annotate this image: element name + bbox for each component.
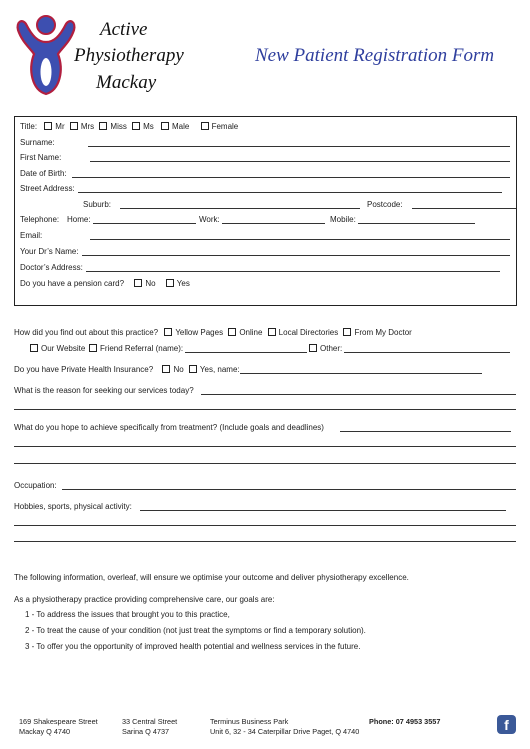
insurance-label: Do you have Private Health Insurance? — [14, 365, 154, 374]
found-online[interactable]: Online — [228, 328, 262, 337]
pension-label: Do you have a pension card? — [20, 279, 125, 288]
email-field[interactable] — [90, 239, 510, 240]
our-website-option[interactable]: Our Website — [30, 344, 85, 353]
hobbies-field-1[interactable] — [140, 510, 506, 511]
logo-line1: Active — [100, 19, 148, 40]
surname-field[interactable] — [88, 146, 510, 147]
checkbox-icon[interactable] — [343, 328, 351, 336]
dr-name-field[interactable] — [82, 255, 510, 256]
footer-address-2-line1: 33 Central Street — [122, 717, 178, 726]
checkbox-icon[interactable] — [164, 328, 172, 336]
checkbox-icon[interactable] — [30, 344, 38, 352]
checkbox-icon[interactable] — [99, 122, 107, 130]
insurance-no-option[interactable]: No — [162, 365, 183, 374]
checkbox-icon[interactable] — [201, 122, 209, 130]
title-option-male[interactable]: Male — [161, 122, 189, 131]
insurance-name-field[interactable] — [240, 373, 482, 374]
found-row — [14, 328, 412, 337]
logo-hole — [41, 58, 52, 86]
logo-icon — [14, 14, 78, 96]
hobbies-field-3[interactable] — [14, 541, 516, 542]
checkbox-icon[interactable] — [228, 328, 236, 336]
mobile-field[interactable] — [358, 223, 475, 224]
goal-1: 1 - To address the issues that brought you to this practice, — [25, 610, 230, 619]
reason-field-1[interactable] — [201, 394, 516, 395]
occupation-field[interactable] — [62, 489, 516, 490]
pension-yes-option[interactable]: Yes — [166, 279, 190, 288]
footer-address-3-line1: Terminus Business Park — [210, 717, 289, 726]
checkbox-icon[interactable] — [189, 365, 197, 373]
insurance-yes-option[interactable]: Yes, name: — [189, 365, 240, 374]
work-label: Work: — [199, 215, 220, 224]
found-local-directories[interactable]: Local Directories — [268, 328, 339, 337]
patient-details-box — [14, 116, 517, 306]
pension-row — [20, 279, 190, 288]
reason-label: What is the reason for seeking our services today? — [14, 386, 194, 395]
postcode-label: Postcode: — [367, 200, 403, 209]
achieve-field-3[interactable] — [14, 463, 516, 464]
goal-3: 3 - To offer you the opportunity of improved health potential and wellness services in the future. — [25, 642, 361, 651]
reason-field-2[interactable] — [14, 409, 516, 410]
achieve-field-1[interactable] — [340, 431, 511, 432]
checkbox-icon[interactable] — [132, 122, 140, 130]
surname-label: Surname: — [20, 138, 55, 147]
checkbox-icon[interactable] — [162, 365, 170, 373]
footer-address-1-line2: Mackay Q 4740 — [19, 727, 71, 736]
friend-referral-field[interactable] — [185, 352, 307, 353]
work-phone-field[interactable] — [222, 223, 325, 224]
home-label: Home: — [67, 215, 91, 224]
postcode-field[interactable] — [412, 208, 516, 209]
street-label: Street Address: — [20, 184, 75, 193]
checkbox-icon[interactable] — [134, 279, 142, 287]
footer-address-3-line2: Unit 6, 32 - 34 Caterpillar Drive Paget, Q 4740 — [210, 727, 360, 736]
pension-no-option[interactable]: No — [134, 279, 155, 288]
email-label: Email: — [20, 231, 43, 240]
other-field[interactable] — [344, 352, 510, 353]
logo-head — [37, 16, 55, 34]
dr-address-label: Doctor’s Address: — [20, 263, 83, 272]
insurance-row — [14, 365, 240, 374]
street-field[interactable] — [78, 192, 502, 193]
mobile-label: Mobile: — [330, 215, 356, 224]
friend-referral-option[interactable]: Friend Referral (name): — [89, 344, 183, 353]
suburb-field[interactable] — [120, 208, 360, 209]
found-from-my-doctor[interactable]: From My Doctor — [343, 328, 411, 337]
title-option-mrs[interactable]: Mrs — [70, 122, 94, 131]
hobbies-field-2[interactable] — [14, 525, 516, 526]
checkbox-icon[interactable] — [44, 122, 52, 130]
found-yellow-pages[interactable]: Yellow Pages — [164, 328, 223, 337]
footer-address-1-line1: 169 Shakespeare Street — [19, 717, 98, 726]
checkbox-icon[interactable] — [70, 122, 78, 130]
footer-phone: Phone: 07 4953 3557 — [369, 717, 441, 726]
telephone-label: Telephone: — [20, 215, 60, 224]
achieve-label: What do you hope to achieve specifically from treatment? (Include goals and deadlines) — [14, 423, 324, 432]
checkbox-icon[interactable] — [268, 328, 276, 336]
found-label: How did you find out about this practice? — [14, 328, 159, 337]
title-label: Title: — [20, 122, 38, 131]
form-title: New Patient Registration Form — [255, 45, 495, 66]
logo-line2: Physiotherapy — [74, 45, 184, 66]
statement-text: The following information, overleaf, will ensure we optimise your outcome and deliver physiotherapy excellence. — [14, 573, 409, 582]
dob-label: Date of Birth: — [20, 169, 67, 178]
title-option-ms[interactable]: Ms — [132, 122, 154, 131]
checkbox-icon[interactable] — [161, 122, 169, 130]
dob-field[interactable] — [72, 177, 510, 178]
hobbies-label: Hobbies, sports, physical activity: — [14, 502, 132, 511]
occupation-label: Occupation: — [14, 481, 57, 490]
title-option-female[interactable]: Female — [201, 122, 239, 131]
first-name-field[interactable] — [90, 161, 510, 162]
achieve-field-2[interactable] — [14, 446, 516, 447]
dr-address-field[interactable] — [86, 271, 500, 272]
title-row — [20, 122, 238, 131]
goal-2: 2 - To treat the cause of your condition (not just treat the symptoms or find a temporary solution). — [25, 626, 366, 635]
checkbox-icon[interactable] — [166, 279, 174, 287]
logo-line3: Mackay — [96, 72, 157, 93]
dr-name-label: Your Dr’s Name: — [20, 247, 79, 256]
checkbox-icon[interactable] — [309, 344, 317, 352]
first-name-label: First Name: — [20, 153, 62, 162]
suburb-label: Suburb: — [83, 200, 112, 209]
goals-intro: As a physiotherapy practice providing comprehensive care, our goals are: — [14, 595, 275, 604]
home-phone-field[interactable] — [93, 223, 196, 224]
facebook-icon[interactable]: f — [497, 715, 516, 734]
title-option-mr[interactable]: Mr — [44, 122, 64, 131]
checkbox-icon[interactable] — [89, 344, 97, 352]
other-option[interactable]: Other: — [309, 344, 342, 353]
footer-address-2-line2: Sarina Q 4737 — [122, 727, 170, 736]
title-option-miss[interactable]: Miss — [99, 122, 126, 131]
